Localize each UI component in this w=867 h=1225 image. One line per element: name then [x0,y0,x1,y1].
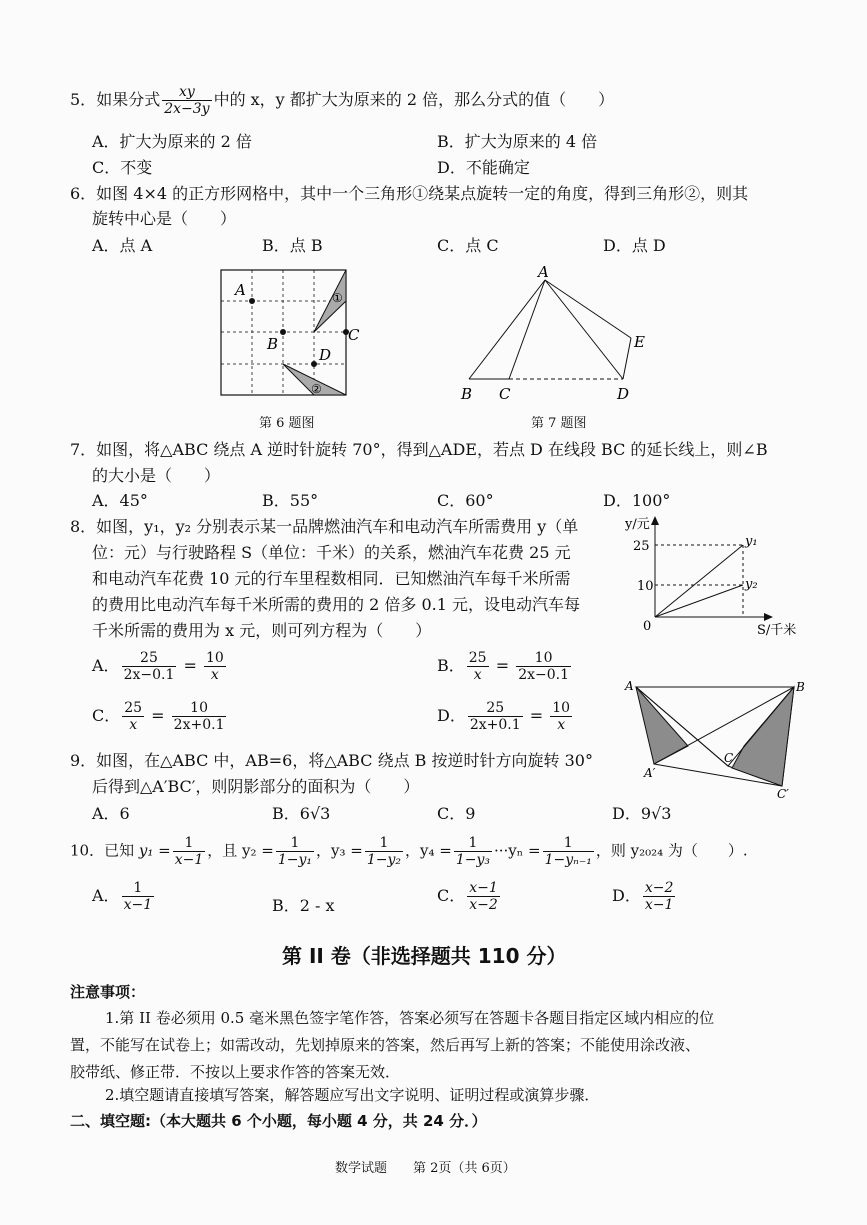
q8-c-frac2-num: 10 [172,700,227,717]
q8-b-frac2-den: 2x−0.1 [518,667,569,683]
fig6-label-d: D [319,346,332,364]
q10-frac3-den: 1−y₂ [366,852,401,868]
q8-b-frac2-num: 10 [516,650,571,667]
fig8-line-y1 [655,545,743,617]
q8-d-frac2-den: x [557,717,566,733]
q8-d-frac2 [550,700,572,733]
q5-option-c[interactable]: C．不变 [92,158,153,177]
q10-stem [70,835,748,868]
fig9-label-c-prime: C′ [777,787,789,801]
fig6-point-b [280,329,286,335]
fig6-label-c: C [348,326,360,344]
fig8-tick-10: 10 [637,579,654,594]
fig8-y-label: y/元 [625,517,650,532]
q8-b-frac2 [516,650,571,683]
q10-mid2: ，y₃ = [316,841,363,860]
q5-fraction [162,84,211,117]
q10-d-num: x−2 [644,880,674,896]
q8-b-frac1 [467,650,489,683]
q10-option-a[interactable] [92,880,156,913]
note-1c: 胶带纸、修正带．不按以上要求作答的答案无效． [70,1063,401,1081]
page-footer: 数学试题 第 2页（共 6页） [335,1161,516,1176]
q10-y1: y₁ = [138,841,171,860]
q8-c-equals: = [151,706,165,725]
notes-title: 注意事项： [70,983,146,1001]
q5-text-pre: 如果分式 [96,90,161,109]
q8-line3: 和电动汽车花费 10 元的行车里程数相同．已知燃油汽车每千米所需 [92,569,571,588]
q6-line1: 6．如图 4×4 的正方形网格中，其中一个三角形①绕某点旋转一定的角度，得到三角形②，则其 [70,184,749,203]
q5-option-b[interactable]: B．扩大为原来的 4 倍 [437,132,598,151]
fig6-point-a [249,298,255,304]
q7-option-d[interactable]: D．100° [603,491,671,510]
q9-option-b[interactable]: B．6√3 [272,804,331,823]
q8-c-frac2 [172,700,227,733]
q10-d-den: x−1 [644,897,674,913]
fig8-label-y2: y₂ [745,577,758,592]
q5-frac-den: 2x−3y [164,101,210,117]
fig7-label-e: E [634,333,645,351]
q8-c-frac1-den: x [129,717,138,733]
q10-d-label: D． [612,886,641,905]
fig9-label-a-prime: A′ [644,766,656,780]
fig7-caption: 第 7 题图 [531,416,587,431]
fig9-label-c: C [724,751,734,765]
q8-option-d[interactable] [437,700,574,733]
q10-mid3: ，y₄ = [405,841,452,860]
q8-line4: 的费用比电动汽车每千米所需的费用的 2 倍多 0.1 元，设电动汽车每 [92,595,580,614]
q8-b-frac1-den: x [473,667,482,683]
fig6-label-a: A [235,281,246,299]
q8-c-label: C． [92,706,121,725]
fig6-caption: 第 6 题图 [259,416,315,431]
q10-frac1-den: x−1 [174,852,204,868]
q7-option-a[interactable]: A．45° [92,491,148,510]
q8-c-frac1-num: 25 [124,700,143,716]
fig7-side-ae [545,280,631,338]
fig8-line-y2 [655,585,743,617]
q10-mid1: ，且 y₂ = [207,841,274,860]
note-1b: 置，不能写在试卷上；如需改动，先划掉原来的答案，然后再写上新的答案；不能使用涂改液、 [70,1036,701,1054]
q8-a-label: A． [92,656,120,675]
q7-line2: 的大小是（ ） [92,466,221,485]
fig7-figure [455,265,655,405]
q7-option-c[interactable]: C．60° [437,491,494,510]
q8-b-equals: = [495,656,510,675]
q5-option-a[interactable]: A．扩大为原来的 2 倍 [92,132,252,151]
q8-d-frac2-num: 10 [552,700,571,716]
q10-frac1-num: 1 [173,835,206,852]
q10-frac5-den: 1−yₙ₋₁ [544,852,592,868]
q10-frac1 [173,835,206,868]
q9-line1: 9．如图，在△ABC 中，AB=6，将△ABC 绕点 B 按逆时针方向旋转 30° [70,751,593,770]
q8-a-frac1-den: 2x−0.1 [123,667,175,683]
q8-d-frac1 [468,700,523,733]
q8-line5: 千米所需的费用为 x 元，则可列方程为（ ） [92,621,432,640]
q6-option-d[interactable]: D．点 D [603,236,666,255]
q10-a-den: x−1 [123,897,153,913]
q9-option-a[interactable]: A．6 [92,804,130,823]
section-title: 第 II 卷（非选择题共 110 分） [282,944,567,968]
note-1a: 1.第 II 卷必须用 0.5 毫米黑色签字笔作答，答案必须写在答题卡各题目指定区域内相应的位 [105,1009,715,1027]
fig8-x-arrow [764,613,773,621]
q8-a-frac1-num: 25 [122,650,177,667]
fig6-label-b: B [267,335,279,353]
q10-frac3 [365,835,403,868]
q8-option-b[interactable] [437,650,573,683]
q10-frac4 [454,835,492,868]
q8-line1: 8．如图，y₁，y₂ 分别表示某一品牌燃油汽车和电动汽车所需费用 y（单 [70,517,579,536]
q5-frac-num: xy [162,84,211,101]
fig8-x-label: S/千米 [757,623,797,638]
q8-a-frac2 [204,650,226,683]
q10-frac2-den: 1−y₁ [277,852,312,868]
fig7-label-d: D [617,385,630,403]
fig7-side-ab [469,280,545,379]
fig6-grid-figure [215,265,365,405]
fig9-label-a: A [625,679,634,693]
q10-frac5-num: 1 [543,835,594,852]
fig8-y-arrow [651,516,659,525]
q9-line2: 后得到△A′BC′，则阴影部分的面积为（ ） [92,777,420,796]
q5-text-post: 中的 x，y 都扩大为原来的 2 倍，那么分式的值（ ） [213,90,615,109]
q8-a-frac2-den: x [210,667,219,683]
q10-frac5 [543,835,594,868]
q9-option-d[interactable]: D．9√3 [612,804,672,823]
q8-b-label: B． [437,656,465,675]
q8-d-equals: = [529,706,544,725]
q8-c-frac1 [122,700,144,733]
q7-option-b[interactable]: B．55° [262,491,319,510]
q10-frac4-num: 1 [454,835,492,852]
q10-a-label: A． [92,886,120,905]
q8-option-a[interactable] [92,650,228,683]
q6-option-b[interactable]: B．点 B [262,236,323,255]
q5-option-d[interactable]: D．不能确定 [437,158,530,177]
fig8-label-y1: y₁ [745,534,758,549]
fig7-side-ac [509,280,545,379]
fig8-tick-25: 25 [633,539,650,554]
q10-frac2 [276,835,314,868]
q10-option-b[interactable]: B．2 - x [272,896,335,915]
q8-a-frac2-num: 10 [205,650,224,666]
q10-c-frac [467,880,500,913]
q6-line2: 旋转中心是（ ） [92,209,237,228]
q9-option-c[interactable]: C．9 [437,804,476,823]
q10-c-den: x−2 [469,897,498,913]
q10-frac3-num: 1 [365,835,403,852]
q8-line2: 位：元）与行驶路程 S（单位：千米）的关系，燃油汽车花费 25 元 [92,543,571,562]
fig7-label-c: C [499,385,511,403]
q8-c-frac2-den: 2x+0.1 [173,717,225,733]
part2-heading: 二、填空题:（本大题共 6 个小题，每小题 4 分，共 24 分．） [70,1112,487,1130]
q10-frac4-den: 1−y₃ [455,852,490,868]
q10-c-num: x−1 [469,880,498,896]
q8-a-equals: = [183,656,197,675]
fig8-graph [615,512,810,642]
q10-a-num: 1 [122,880,155,897]
q10-option-d[interactable] [612,880,677,913]
fig6-point-d [311,361,317,367]
fig7-label-b: B [461,385,473,403]
q5-stem [70,84,614,117]
q10-option-c[interactable] [437,880,502,913]
fig8-origin: 0 [643,619,652,634]
q10-mid4: ···yₙ = [494,841,541,860]
q6-option-a[interactable]: A．点 A [92,236,153,255]
q10-a-frac [122,880,155,913]
q8-d-frac1-den: 2x+0.1 [469,717,521,733]
q7-line1: 7．如图，将△ABC 绕点 A 逆时针旋转 70°，得到△ADE，若点 D 在线段 BC 的延长线上，则∠B [70,440,768,459]
q8-option-c[interactable] [92,700,228,733]
q5-number: 5． [70,90,97,109]
q10-frac2-num: 1 [276,835,314,852]
fig7-side-ad [545,280,623,379]
q10-number: 10．已知 [70,841,139,860]
q8-d-label: D． [437,706,466,725]
fig7-side-de [623,338,631,379]
fig7-label-a: A [538,265,549,281]
q6-option-c[interactable]: C．点 C [437,236,499,255]
q8-b-frac1-num: 25 [468,650,487,666]
q8-d-frac1-num: 25 [468,700,523,717]
q10-c-label: C． [437,886,466,905]
note-2: 2.填空题请直接填写答案，解答题应写出文字说明、证明过程或演算步骤． [105,1086,600,1104]
q8-a-frac1 [122,650,177,683]
fig9-figure [620,676,810,801]
fig6-label-triangle-1: ① [332,291,343,305]
q10-tail: ，则 y₂₀₂₄ 为（ ）. [595,841,748,860]
fig6-label-triangle-2: ② [311,382,322,396]
q10-d-frac [643,880,676,913]
fig9-label-b: B [796,680,805,694]
